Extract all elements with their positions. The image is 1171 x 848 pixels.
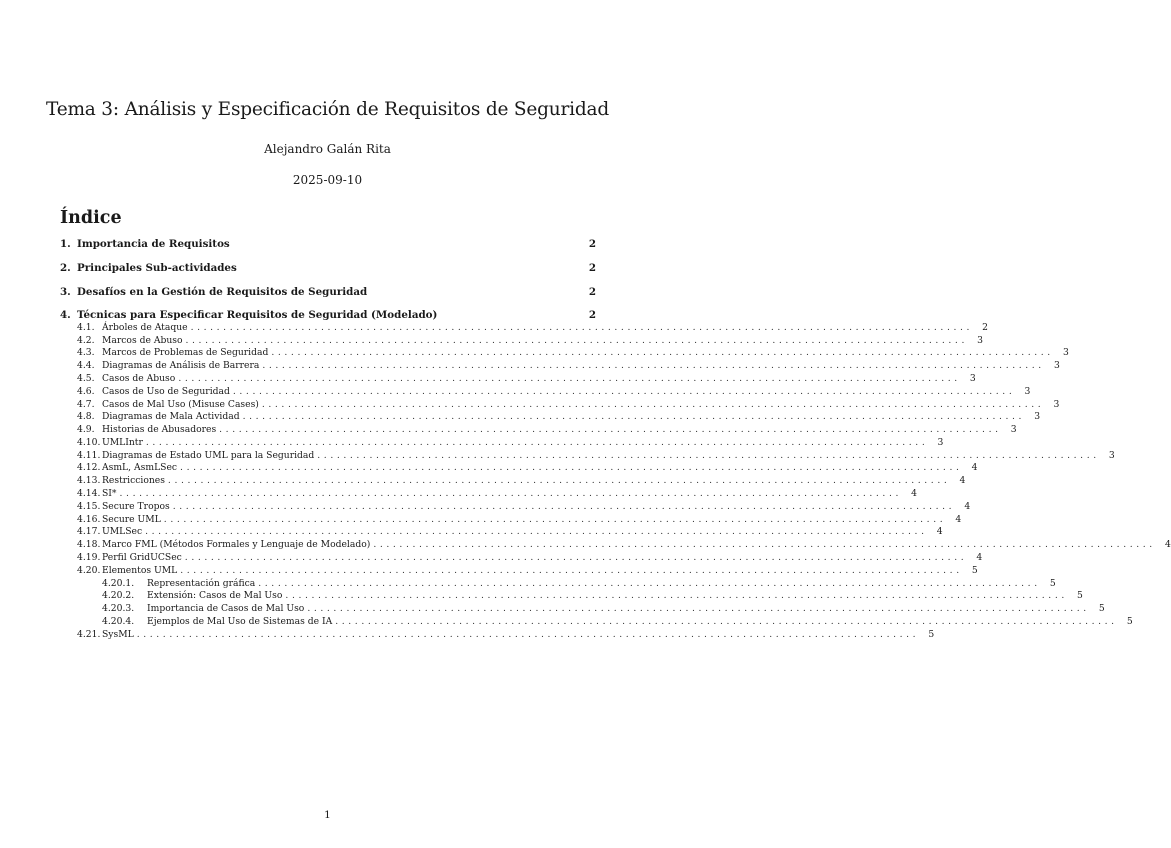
subsection-number: 4.16.: [77, 514, 101, 525]
toc-subsection[interactable]: [60, 386, 1031, 399]
subsection-title: Importancia de Casos de Mal Uso: [147, 603, 305, 614]
toc-subsubsection[interactable]: [60, 590, 1083, 603]
dot-leader: ........................................................................................................................: [242, 411, 1026, 422]
dot-leader: ........................................................................................................................: [172, 501, 956, 512]
subsection-title: Historias de Abusadores: [102, 424, 217, 435]
subsection-number: 4.20.2.: [102, 590, 135, 601]
dot-leader: ........................................................................................................................: [317, 450, 1100, 461]
subsection-title: Secure Tropos: [102, 501, 170, 512]
dot-leader: ........................................................................................................................: [258, 578, 1041, 589]
subsection-title: Casos de Uso de Seguridad: [102, 386, 230, 397]
dot-leader: ........................................................................................................................: [145, 526, 928, 537]
subsection-number: 4.12.: [77, 462, 101, 473]
toc-subsubsection[interactable]: [60, 616, 1133, 629]
subsection-title: SysML: [102, 629, 134, 640]
toc-subsection[interactable]: [60, 411, 1041, 424]
subsection-page: 3: [1108, 450, 1115, 461]
subsection-page: 5: [1126, 616, 1133, 627]
subsection-page: 3: [977, 335, 983, 346]
section-number: 2.: [60, 262, 71, 274]
subsection-title: Extensión: Casos de Mal Uso: [147, 590, 283, 601]
subsection-title: SI*: [102, 488, 117, 499]
subsection-page: 5: [1049, 578, 1056, 589]
subsection-page: 5: [971, 565, 978, 576]
subsection-title: Restricciones: [102, 475, 165, 486]
dot-leader: ........................................................................................................................: [271, 347, 1054, 358]
toc-subsection[interactable]: [60, 322, 989, 335]
subsection-title: Elementos UML: [102, 565, 178, 576]
subsection-number: 4.20.1.: [102, 578, 135, 589]
dot-leader: ........................................................................................................................: [285, 590, 1068, 601]
subsection-number: 4.20.: [77, 565, 101, 576]
dot-leader: ........................................................................................................................: [307, 603, 1090, 614]
subsection-number: 4.20.4.: [102, 616, 135, 627]
toc-subsection[interactable]: [60, 373, 976, 386]
subsection-title: Casos de Mal Uso (Misuse Cases): [102, 399, 259, 410]
toc-subsection[interactable]: [60, 501, 971, 514]
subsection-title: UMLIntr: [102, 437, 143, 448]
subsection-number: 4.13.: [77, 475, 101, 486]
subsection-number: 4.2.: [77, 335, 95, 346]
subsection-page: 3: [1053, 399, 1060, 410]
subsection-number: 4.8.: [77, 411, 95, 422]
toc-subsection[interactable]: [60, 526, 943, 539]
section-page: 2: [588, 262, 596, 274]
subsection-title: Perfil GridUCSec: [102, 552, 182, 563]
toc-section-3[interactable]: [60, 286, 596, 300]
subsection-title: UMLSec: [102, 526, 143, 537]
toc-section-4[interactable]: [60, 309, 596, 323]
section-page: 2: [588, 238, 596, 250]
section-page: 2: [588, 309, 596, 321]
dot-leader: ........................................................................................................................: [136, 629, 920, 640]
subsection-title: Diagramas de Estado UML para la Seguridad: [102, 450, 315, 461]
dot-leader: ........................................................................................................................: [178, 373, 961, 384]
subsection-page: 4: [976, 552, 983, 563]
document-title: Tema 3: Análisis y Especificación de Requisitos de Seguridad: [46, 99, 609, 120]
subsection-number: 4.21.: [77, 629, 101, 640]
section-number: 3.: [60, 286, 71, 298]
section-title: Técnicas para Especificar Requisitos de Seguridad (Modelado): [77, 309, 438, 321]
subsection-number: 4.15.: [77, 501, 101, 512]
subsection-title: Marco FML (Métodos Formales y Lenguaje de Modelado): [102, 539, 371, 550]
subsection-number: 4.4.: [77, 360, 95, 371]
subsection-page: 4: [936, 526, 943, 537]
dot-leader: ........................................................................................................................: [119, 488, 902, 499]
section-title: Importancia de Requisitos: [77, 238, 230, 250]
subsection-number: 4.5.: [77, 373, 95, 384]
dot-leader: ........................................................................................................................: [232, 386, 1016, 397]
dot-leader: ........................................................................................................................: [167, 475, 951, 486]
toc-subsection[interactable]: [60, 462, 978, 475]
toc-subsection[interactable]: [60, 552, 983, 565]
section-title: Principales Sub-actividades: [77, 262, 237, 274]
dot-leader: ........................................................................................................................: [261, 399, 1045, 410]
subsection-page: 3: [1010, 424, 1017, 435]
subsection-page: 4: [911, 488, 917, 499]
subsection-page: 5: [1098, 603, 1105, 614]
subsection-title: Diagramas de Análisis de Barrera: [102, 360, 260, 371]
section-title: Desafíos en la Gestión de Requisitos de Seguridad: [77, 286, 368, 298]
subsection-number: 4.20.3.: [102, 603, 135, 614]
subsection-number: 4.17.: [77, 526, 101, 537]
toc-subsection[interactable]: [60, 539, 1171, 552]
subsection-title: Diagramas de Mala Actividad: [102, 411, 240, 422]
document-author: Alejandro Galán Rita: [264, 142, 391, 156]
dot-leader: ........................................................................................................................: [163, 514, 947, 525]
subsection-page: 3: [969, 373, 976, 384]
subsection-page: 3: [937, 437, 944, 448]
page-number: 1: [324, 809, 331, 821]
dot-leader: ........................................................................................................................: [180, 462, 963, 473]
subsection-number: 4.9.: [77, 424, 95, 435]
subsection-page: 4: [964, 501, 971, 512]
dot-leader: ........................................................................................................................: [185, 335, 968, 346]
subsection-page: 4: [955, 514, 962, 525]
subsection-page: 3: [1034, 411, 1041, 422]
dot-leader: ........................................................................................................................: [180, 565, 963, 576]
dot-leader: ........................................................................................................................: [335, 616, 1118, 627]
subsection-number: 4.11.: [77, 450, 101, 461]
subsection-page: 4: [959, 475, 966, 486]
dot-leader: ........................................................................................................................: [262, 360, 1045, 371]
document-date: 2025-09-10: [292, 173, 363, 187]
subsection-title: Representación gráfica: [147, 578, 256, 589]
subsection-number: 4.1.: [77, 322, 95, 333]
subsection-number: 4.14.: [77, 488, 101, 499]
subsection-title: AsmL, AsmLSec: [102, 462, 178, 473]
toc-subsection[interactable]: [60, 488, 917, 501]
dot-leader: ........................................................................................................................: [219, 424, 1002, 435]
toc-subsection[interactable]: [60, 565, 978, 578]
toc-subsection[interactable]: [60, 475, 966, 488]
subsection-title: Marcos de Abuso: [102, 335, 183, 346]
subsection-page: 5: [1077, 590, 1083, 601]
subsection-number: 4.7.: [77, 399, 95, 410]
toc-heading: Índice: [60, 208, 122, 228]
section-number: 4.: [60, 309, 71, 321]
toc-section-2[interactable]: [60, 262, 596, 276]
subsection-number: 4.19.: [77, 552, 101, 563]
subsection-page: 4: [971, 462, 978, 473]
toc-subsection[interactable]: [60, 347, 1069, 360]
subsection-title: Árboles de Ataque: [102, 322, 188, 333]
subsection-page: 3: [1024, 386, 1031, 397]
subsection-page: 3: [1053, 360, 1060, 371]
toc-subsection[interactable]: [60, 424, 1017, 437]
toc-subsubsection[interactable]: [60, 603, 1105, 616]
dot-leader: ........................................................................................................................: [145, 437, 929, 448]
dot-leader: ........................................................................................................................: [184, 552, 968, 563]
section-number: 1.: [60, 238, 71, 250]
subsection-number: 4.6.: [77, 386, 95, 397]
subsection-page: 4: [1164, 539, 1171, 550]
subsection-page: 3: [1062, 347, 1069, 358]
toc-section-1[interactable]: [60, 238, 596, 252]
toc-subsection[interactable]: [60, 437, 944, 450]
subsection-title: Secure UML: [102, 514, 161, 525]
subsection-page: 2: [982, 322, 989, 333]
dot-leader: ........................................................................................................................: [373, 539, 1156, 550]
subsection-number: 4.3.: [77, 347, 95, 358]
subsection-title: Casos de Abuso: [102, 373, 176, 384]
subsection-number: 4.18.: [77, 539, 101, 550]
dot-leader: ........................................................................................................................: [190, 322, 974, 333]
toc-subsection[interactable]: [60, 360, 1060, 373]
subsection-title: Marcos de Problemas de Seguridad: [102, 347, 269, 358]
toc-subsection[interactable]: [60, 629, 935, 642]
subsection-title: Ejemplos de Mal Uso de Sistemas de IA: [147, 616, 333, 627]
subsection-page: 5: [928, 629, 935, 640]
section-page: 2: [588, 286, 596, 298]
subsection-number: 4.10.: [77, 437, 101, 448]
